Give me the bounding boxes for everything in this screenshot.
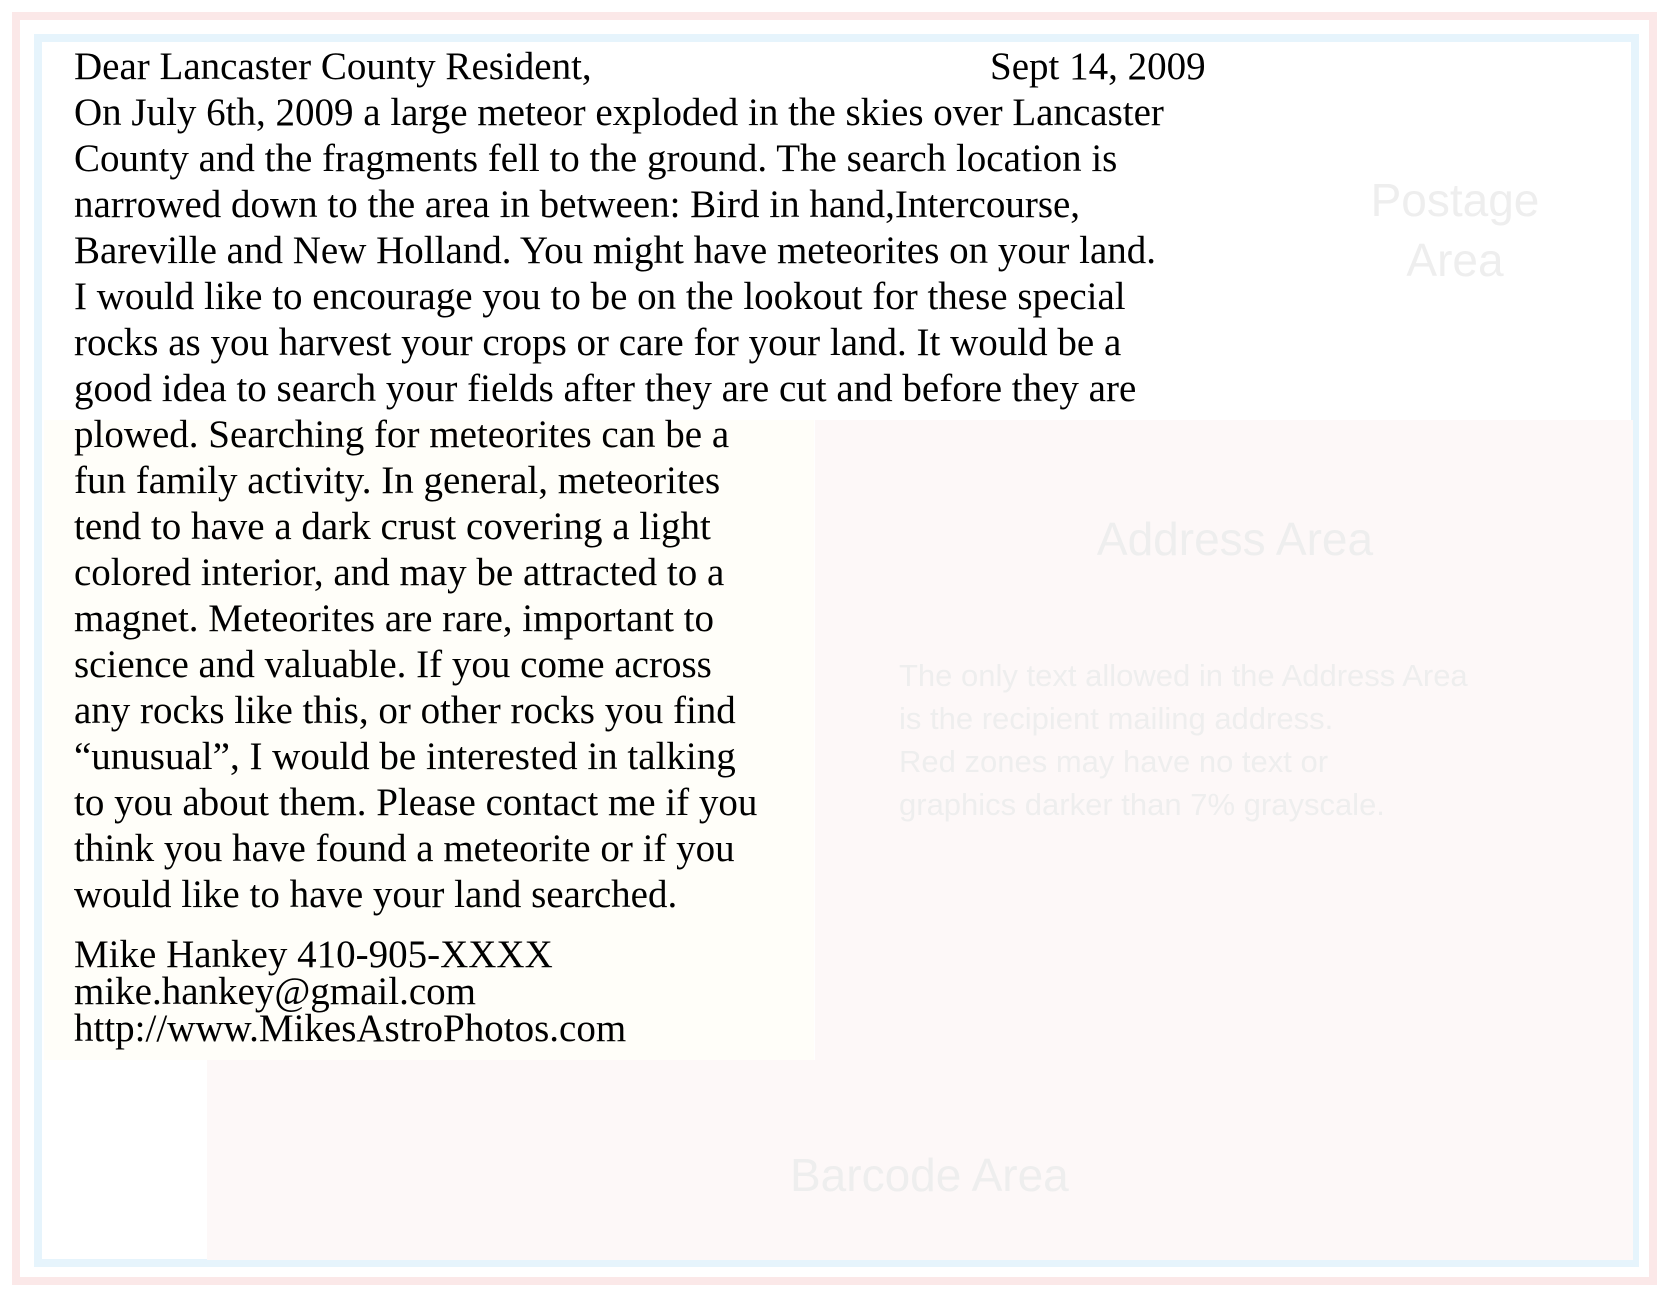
address-area-label: Address Area (1096, 513, 1374, 565)
barcode-area-label: Barcode Area (790, 1149, 1069, 1201)
letter-line: narrowed down to the area in between: Bird in hand,Intercourse, (74, 183, 1081, 226)
letter-line: magnet. Meteorites are rare, important to (74, 597, 714, 640)
signature-website: http://www.MikesAstroPhotos.com (74, 1007, 627, 1050)
letter-paragraph (74, 90, 1254, 918)
letter-line: science and valuable. If you come across (74, 643, 712, 686)
address-note-line: The only text allowed in the Address Area (899, 658, 1468, 693)
letter-line: I would like to encourage you to be on the lookout for these special (74, 275, 1126, 318)
letter-line: tend to have a dark crust covering a light (74, 505, 711, 548)
postage-area-label (1320, 170, 1590, 290)
letter-line: County and the fragments fell to the ground. The search location is (74, 137, 1118, 180)
letter-line: fun family activity. In general, meteorites (74, 459, 721, 502)
postage-line-1: Postage (1370, 174, 1540, 226)
letter-header (74, 44, 1254, 90)
letter-line: any rocks like this, or other rocks you find (74, 689, 736, 732)
letter-line: think you have found a meteorite or if you (74, 827, 735, 870)
letter-line: On July 6th, 2009 a large meteor exploded in the skies over Lancaster (74, 91, 1164, 134)
address-note-line: graphics darker than 7% grayscale. (899, 787, 1385, 822)
signature-email: mike.hankey@gmail.com (74, 970, 476, 1013)
address-note-line: Red zones may have no text or (899, 744, 1329, 779)
address-note-line: is the recipient mailing address. (899, 701, 1334, 736)
letter-line: colored interior, and may be attracted to a (74, 551, 725, 594)
letter-greeting: Dear Lancaster County Resident, (74, 45, 592, 88)
letter-line: good idea to search your fields after they are cut and before they are (74, 367, 1137, 410)
letter-signature (74, 933, 1254, 1050)
letter-line: would like to have your land searched. (74, 873, 678, 916)
postage-line-2: Area (1406, 234, 1504, 286)
signature-name-phone: Mike Hankey 410-905-XXXX (74, 933, 553, 976)
letter-line: plowed. Searching for meteorites can be a (74, 413, 730, 456)
letter-line: Bareville and New Holland. You might have meteorites on your land. (74, 229, 1157, 272)
letter-date: Sept 14, 2009 (990, 45, 1206, 88)
letter-body (74, 44, 1254, 1050)
letter-line: rocks as you harvest your crops or care for your land. It would be a (74, 321, 1122, 364)
letter-line: “unusual”, I would be interested in talking (74, 735, 736, 778)
letter-line: to you about them. Please contact me if you (74, 781, 758, 824)
